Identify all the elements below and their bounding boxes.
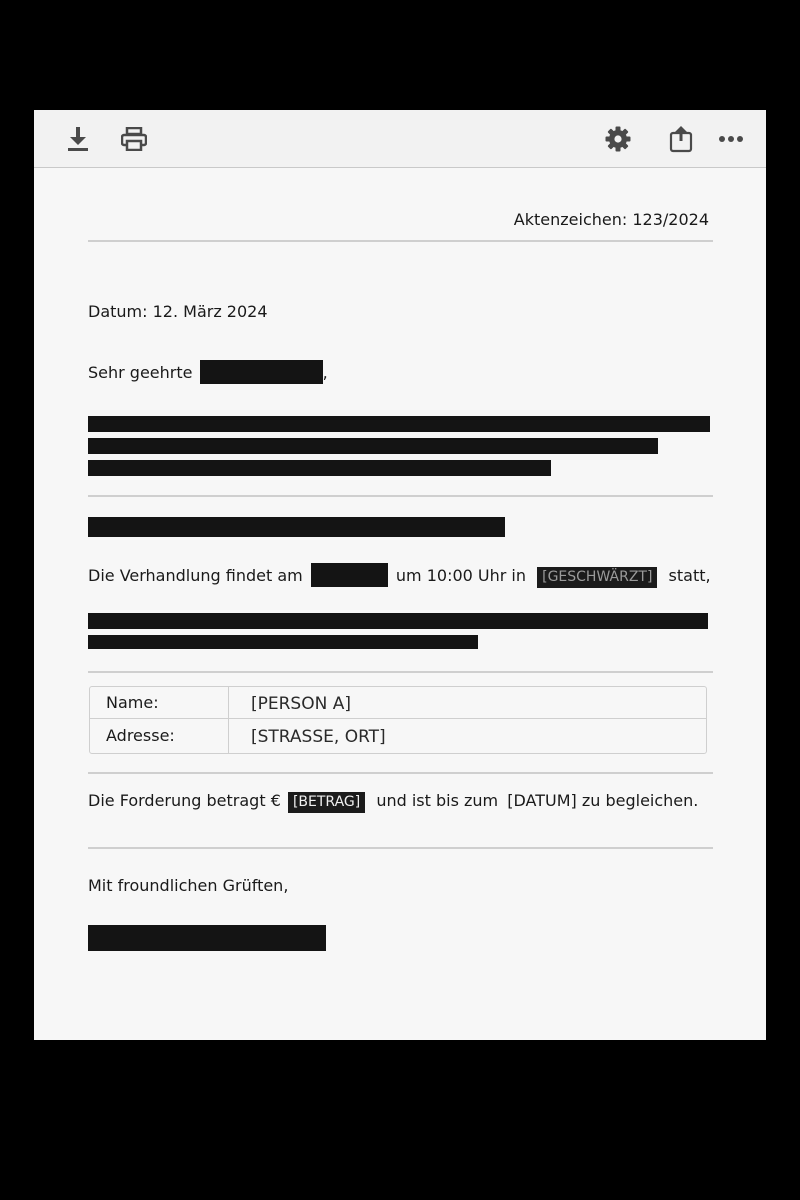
party-info-table xyxy=(89,686,707,754)
letter-date: Datum: 12. März 2024 xyxy=(88,302,268,321)
hearing-suffix: statt, xyxy=(668,566,711,585)
address-label: Adresse: xyxy=(106,726,175,745)
hearing-prefix: Die Verhandlung findet am xyxy=(88,566,303,585)
more-options-button[interactable] xyxy=(714,122,748,156)
table-divider xyxy=(90,718,706,719)
more-icon xyxy=(718,135,744,143)
redaction-block xyxy=(88,416,710,432)
download-button[interactable] xyxy=(61,122,95,156)
document-toolbar xyxy=(34,110,766,168)
claim-prefix: Die Forderung betragt € xyxy=(88,791,281,810)
divider xyxy=(88,240,713,242)
redaction-block xyxy=(88,613,708,629)
download-icon xyxy=(66,126,90,152)
name-label: Name: xyxy=(106,693,159,712)
redaction-block xyxy=(88,517,505,537)
redaction-block xyxy=(88,438,658,454)
location-placeholder: [GESCHWÄRZT] xyxy=(537,567,657,588)
share-button[interactable] xyxy=(664,122,698,156)
settings-button[interactable] xyxy=(601,122,635,156)
closing-phrase: Mit froundlichen Grüften, xyxy=(88,876,289,895)
amount-placeholder: [BETRAG] xyxy=(288,792,365,813)
redaction-block xyxy=(311,563,388,587)
divider xyxy=(88,847,713,849)
document-page xyxy=(34,110,766,1040)
redaction-block xyxy=(200,360,323,384)
date-placeholder: [DATUM] xyxy=(507,791,577,810)
name-value: [PERSON A] xyxy=(251,694,351,714)
salutation-text: Sehr geehrte xyxy=(88,363,193,382)
redaction-block xyxy=(88,635,478,649)
letter-body xyxy=(34,167,766,1040)
salutation-comma: , xyxy=(322,363,328,382)
redaction-block xyxy=(88,460,551,476)
print-button[interactable] xyxy=(117,122,151,156)
address-value: [STRASSE, ORT] xyxy=(251,727,386,747)
hearing-time: um 10:00 Uhr in xyxy=(395,566,527,585)
claim-middle: und ist bis zum xyxy=(376,791,499,810)
divider xyxy=(88,671,713,673)
reference-number: Aktenzeichen: 123/2024 xyxy=(513,210,709,229)
salutation xyxy=(88,360,328,384)
signature-redaction xyxy=(88,925,326,951)
share-icon xyxy=(669,125,693,153)
hearing-paragraph xyxy=(88,563,711,588)
divider xyxy=(88,495,713,497)
print-icon xyxy=(121,127,147,151)
table-divider xyxy=(228,687,229,753)
claim-paragraph xyxy=(88,791,698,813)
gear-icon xyxy=(605,126,631,152)
divider xyxy=(88,772,713,774)
claim-suffix: zu begleichen. xyxy=(581,791,699,810)
